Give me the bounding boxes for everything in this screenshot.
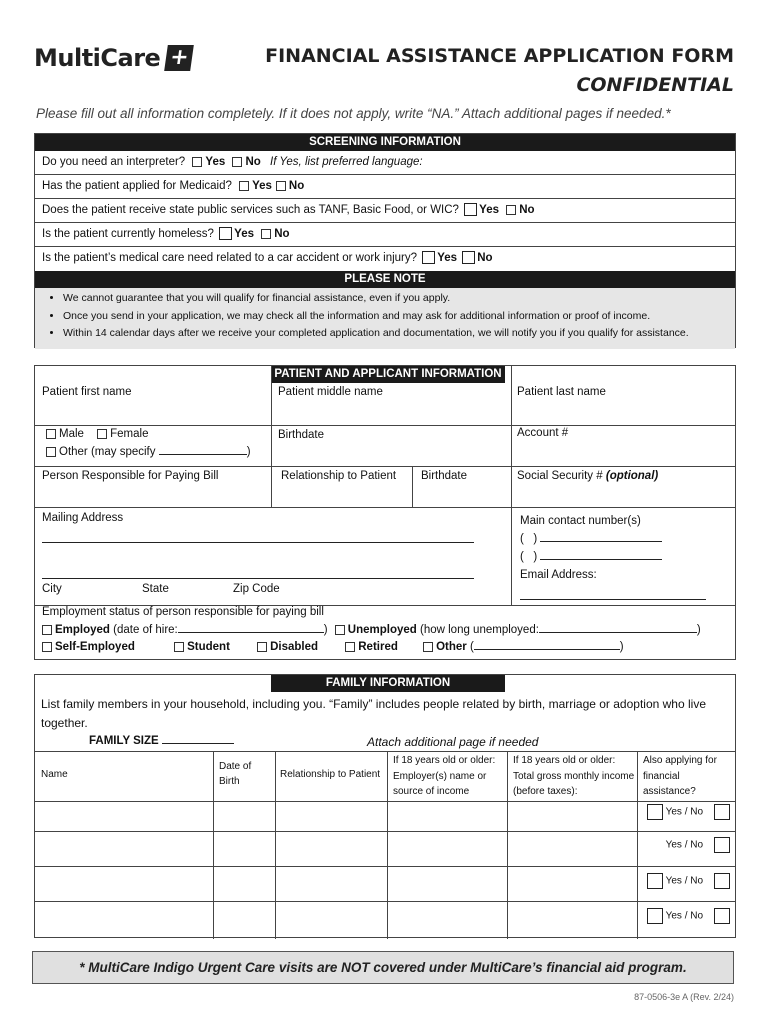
city-label: City: [42, 583, 62, 595]
accident-row: Is the patient’s medical care need related to a car accident or work injury? Yes No: [42, 252, 493, 264]
family-size-field[interactable]: [162, 743, 234, 744]
hire-date-field[interactable]: [178, 632, 324, 633]
family-heading: FAMILY INFORMATION: [271, 675, 505, 692]
family-row-2-yes-no: Yes / No: [647, 837, 730, 853]
row3-checkbox-right[interactable]: [714, 873, 730, 889]
account-label: Account #: [517, 427, 569, 439]
last-name-label: Patient last name: [517, 386, 606, 398]
middle-name-label: Patient middle name: [278, 386, 383, 398]
col-employer: If 18 years old or older: Employer(s) name or source of income: [393, 755, 496, 797]
phone-field-1[interactable]: ( ): [520, 533, 662, 545]
unemployed-checkbox[interactable]: [335, 625, 345, 635]
row4-checkbox-left[interactable]: [647, 908, 663, 924]
gender-other: Other (may specify ): [42, 446, 251, 458]
title-confidential: CONFIDENTIAL: [576, 74, 734, 96]
employed-checkbox[interactable]: [42, 625, 52, 635]
responsible-label: Person Responsible for Paying Bill: [42, 470, 219, 482]
homeless-row: Is the patient currently homeless? Yes No: [35, 223, 735, 247]
family-intro: List family members in your household, including you. “Family” includes people related by birth, marriage or adoption who live together.: [41, 697, 706, 730]
employment-label: Employment status of person responsible for paying bill: [42, 606, 324, 618]
state-label: State: [142, 583, 169, 595]
medicaid-yes-checkbox[interactable]: [239, 181, 249, 191]
col-dob: Date of Birth: [219, 761, 252, 787]
logo-text: MultiCare: [34, 44, 161, 72]
employment-row-2: Self-Employed Student Disabled Retired Other ( ): [42, 641, 624, 653]
row4-checkbox-right[interactable]: [714, 908, 730, 924]
screening-heading: SCREENING INFORMATION: [35, 134, 735, 151]
col-name: Name: [41, 769, 68, 780]
student-checkbox[interactable]: [174, 642, 184, 652]
homeless-no-checkbox[interactable]: [261, 229, 271, 239]
note-item: • We cannot guarantee that you will qualify for financial assistance, even if you apply.: [63, 290, 735, 308]
medicaid-no-checkbox[interactable]: [276, 181, 286, 191]
col-income: If 18 years old or older: Total gross monthly income (before taxes):: [513, 755, 635, 797]
title-line1: FINANCIAL ASSISTANCE APPLICATION FORM: [265, 45, 734, 67]
please-note-heading: PLEASE NOTE: [35, 271, 735, 288]
form-number: 87-0506-3e A (Rev. 2/24): [634, 992, 734, 1002]
mailing-line-1[interactable]: [42, 542, 474, 543]
self-employed-checkbox[interactable]: [42, 642, 52, 652]
other-gender-checkbox[interactable]: [46, 447, 56, 457]
male-checkbox[interactable]: [46, 429, 56, 439]
public-services-row: Does the patient receive state public services such as TANF, Basic Food, or WIC? Yes No: [35, 199, 735, 223]
other-employment-field[interactable]: [474, 649, 620, 650]
email-field[interactable]: [520, 599, 706, 600]
employment-row-1: Employed (date of hire: ) Unemployed (how long unemployed: ): [42, 624, 701, 636]
unemployed-duration-field[interactable]: [539, 632, 697, 633]
public-services-no-checkbox[interactable]: [506, 205, 516, 215]
row1-checkbox-left[interactable]: [647, 804, 663, 820]
patient-heading: PATIENT AND APPLICANT INFORMATION: [271, 366, 505, 383]
birthdate-label: Birthdate: [278, 429, 325, 441]
screening-section: [34, 133, 736, 348]
mailing-label: Mailing Address: [42, 512, 124, 524]
interpreter-no-checkbox[interactable]: [232, 157, 242, 167]
form-title: [265, 42, 734, 100]
patient-section: [34, 365, 736, 660]
family-row-4-yes-no: Yes / No: [647, 908, 730, 924]
disabled-checkbox[interactable]: [257, 642, 267, 652]
retired-checkbox[interactable]: [345, 642, 355, 652]
mailing-line-2[interactable]: [42, 578, 474, 579]
note-item: • Within 14 calendar days after we receive your completed application and documentation, we will notify you if you qualify for assistance.: [63, 325, 735, 343]
birthdate2-label: Birthdate: [421, 470, 468, 482]
row2-checkbox-right[interactable]: [714, 837, 730, 853]
col-relationship: Relationship to Patient: [280, 769, 381, 780]
relationship-label: Relationship to Patient: [281, 470, 397, 482]
logo-cross-icon: +: [165, 45, 195, 71]
interpreter-row: Do you need an interpreter? Yes No If Yes, list preferred language:: [35, 151, 735, 175]
col-applying: Also applying for financial assistance?: [643, 755, 717, 797]
attach-note: Attach additional page if needed: [367, 735, 539, 749]
gender-options: Male Female: [42, 428, 149, 440]
instructions: Please fill out all information completely. If it does not apply, write “NA.” Attach additional pages if needed.*: [36, 106, 671, 121]
interpreter-yes-checkbox[interactable]: [192, 157, 202, 167]
family-size: FAMILY SIZE: [89, 735, 234, 747]
other-gender-field[interactable]: [159, 454, 247, 455]
family-row-3-yes-no: Yes / No: [647, 873, 730, 889]
contact-label: Main contact number(s): [520, 515, 641, 527]
family-row-1-yes-no: Yes / No: [647, 804, 730, 820]
accident-no-checkbox[interactable]: [462, 251, 475, 264]
first-name-label: Patient first name: [42, 386, 132, 398]
email-label: Email Address:: [520, 569, 597, 581]
female-checkbox[interactable]: [97, 429, 107, 439]
medicaid-row: Has the patient applied for Medicaid? Yes No: [35, 175, 735, 199]
note-item: • Once you send in your application, we may check all the information and may ask for additional information or proof of income.: [63, 308, 735, 326]
homeless-yes-checkbox[interactable]: [219, 227, 232, 240]
ssn-label: Social Security # (optional): [517, 470, 659, 482]
accident-yes-checkbox[interactable]: [422, 251, 435, 264]
other-employment-checkbox[interactable]: [423, 642, 433, 652]
multicare-logo: [34, 44, 192, 72]
public-services-yes-checkbox[interactable]: [464, 203, 477, 216]
family-section: [34, 674, 736, 938]
phone-field-2[interactable]: ( ): [520, 551, 662, 563]
indigo-notice: * MultiCare Indigo Urgent Care visits are NOT covered under MultiCare’s financial aid program.: [32, 951, 734, 984]
please-note-list: [35, 288, 735, 349]
row3-checkbox-left[interactable]: [647, 873, 663, 889]
zip-label: Zip Code: [233, 583, 280, 595]
row1-checkbox-right[interactable]: [714, 804, 730, 820]
